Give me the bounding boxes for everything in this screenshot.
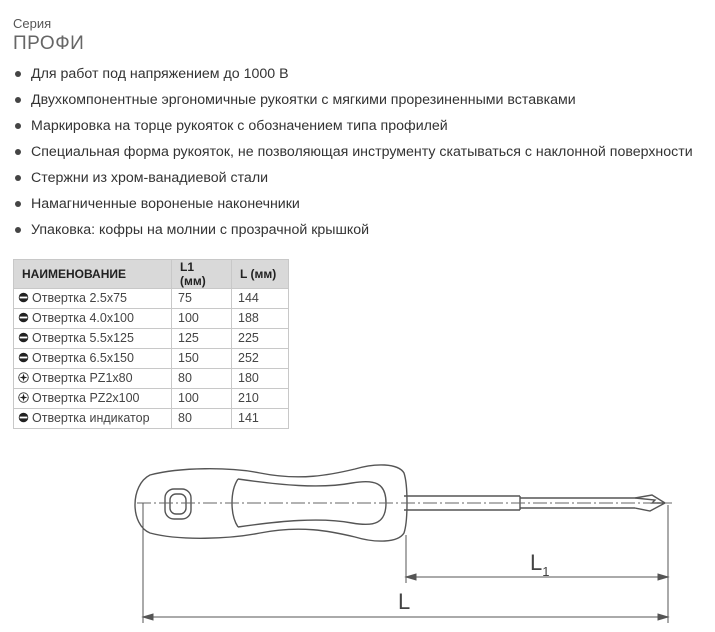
item-name: Отвертка 2.5x75 bbox=[32, 291, 128, 305]
item-name: Отвертка 4.0x100 bbox=[32, 311, 134, 325]
dimension-l1-label: $L_1$ bbox=[530, 550, 550, 579]
series-label: Серия bbox=[13, 16, 52, 31]
feature-item: Специальная форма рукояток, не позволяющая инструменту скатываться с наклонной поверхности bbox=[13, 140, 693, 166]
table-row bbox=[14, 349, 289, 369]
item-name: Отвертка PZ1x80 bbox=[32, 371, 133, 385]
cell-name bbox=[14, 289, 172, 309]
slotted-tip-icon bbox=[18, 290, 29, 301]
item-name: Отвертка индикатор bbox=[32, 411, 150, 425]
cell-name bbox=[14, 309, 172, 329]
cell-l: 252 bbox=[232, 349, 289, 369]
cell-l: 225 bbox=[232, 329, 289, 349]
item-name: Отвертка 6.5x150 bbox=[32, 351, 134, 365]
cell-l1: 100 bbox=[172, 389, 232, 409]
table-row bbox=[14, 309, 289, 329]
slotted-tip-icon bbox=[18, 350, 29, 361]
screwdriver-drawing bbox=[0, 455, 715, 632]
pozidriv-tip-icon bbox=[18, 370, 29, 381]
slotted-tip-icon bbox=[18, 330, 29, 341]
cell-l: 144 bbox=[232, 289, 289, 309]
item-name: Отвертка 5.5x125 bbox=[32, 331, 134, 345]
header-name: НАИМЕНОВАНИЕ bbox=[14, 260, 172, 289]
cell-l1: 75 bbox=[172, 289, 232, 309]
cell-l1: 150 bbox=[172, 349, 232, 369]
series-name: ПРОФИ bbox=[13, 33, 85, 54]
cell-l1: 100 bbox=[172, 309, 232, 329]
cell-l1: 80 bbox=[172, 369, 232, 389]
cell-name bbox=[14, 349, 172, 369]
cell-name bbox=[14, 329, 172, 349]
feature-item: Намагниченные вороненые наконечники bbox=[13, 192, 693, 218]
cell-name bbox=[14, 369, 172, 389]
slotted-tip-icon bbox=[18, 310, 29, 321]
cell-l1: 80 bbox=[172, 409, 232, 429]
table-row bbox=[14, 389, 289, 409]
spec-table bbox=[13, 259, 289, 429]
cell-l: 188 bbox=[232, 309, 289, 329]
feature-item: Двухкомпонентные эргономичные рукоятки с мягкими прорезиненными вставками bbox=[13, 88, 693, 114]
table-row bbox=[14, 329, 289, 349]
table-row bbox=[14, 369, 289, 389]
cell-name bbox=[14, 409, 172, 429]
slotted-tip-icon bbox=[18, 410, 29, 421]
feature-item: Стержни из хром-ванадиевой стали bbox=[13, 166, 693, 192]
feature-item: Упаковка: кофры на молнии с прозрачной крышкой bbox=[13, 218, 693, 244]
cell-l1: 125 bbox=[172, 329, 232, 349]
cell-l: 180 bbox=[232, 369, 289, 389]
features-list bbox=[13, 62, 693, 244]
feature-item: Для работ под напряжением до 1000 В bbox=[13, 62, 693, 88]
item-name: Отвертка PZ2x100 bbox=[32, 391, 140, 405]
cell-l: 141 bbox=[232, 409, 289, 429]
table-row bbox=[14, 289, 289, 309]
header-l1: L1 (мм) bbox=[172, 260, 232, 289]
header-l: L (мм) bbox=[232, 260, 289, 289]
table-row bbox=[14, 409, 289, 429]
feature-item: Маркировка на торце рукояток с обозначением типа профилей bbox=[13, 114, 693, 140]
cell-name bbox=[14, 389, 172, 409]
pozidriv-tip-icon bbox=[18, 390, 29, 401]
dimension-l-label: L bbox=[398, 589, 411, 614]
cell-l: 210 bbox=[232, 389, 289, 409]
table-header-row bbox=[14, 260, 289, 289]
